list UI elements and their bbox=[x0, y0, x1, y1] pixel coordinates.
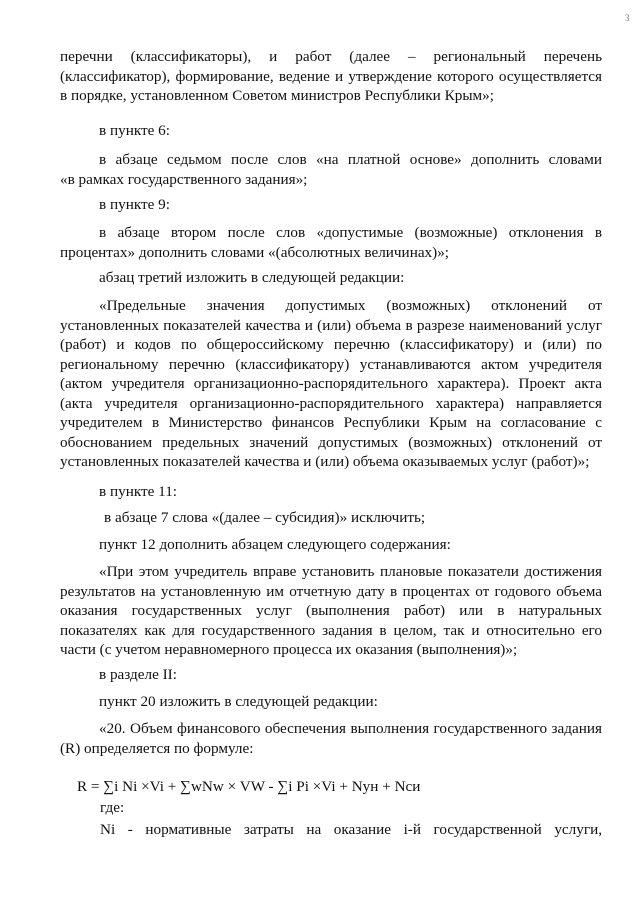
text-line: (актом учредителя организационно-распорядительного характера). Проект акта bbox=[60, 375, 602, 392]
text-line: «в рамках государственного задания»; bbox=[60, 170, 308, 188]
text-line: в пункте 9: bbox=[99, 196, 170, 213]
text-line: пункт 12 дополнить абзацем следующего содержания: bbox=[99, 536, 451, 553]
text-line: «При этом учредитель вправе установить плановые показатели достижения bbox=[99, 563, 602, 580]
paragraph-item-12 bbox=[60, 535, 602, 555]
paragraph-item-6 bbox=[60, 121, 602, 141]
paragraph-ni-definition bbox=[100, 820, 602, 840]
paragraph-item-20 bbox=[60, 692, 602, 712]
text-line: где: bbox=[100, 799, 125, 816]
text-line: обоснованием предельных значений допустимых (возможных) отклонений от bbox=[60, 433, 602, 451]
text-line: (работ) и кодов по общероссийскому перечню (классификатору) и (или) по bbox=[60, 336, 602, 353]
paragraph-deviations bbox=[60, 223, 602, 262]
text-line: Ni - нормативные затраты на оказание i-й государственной услуги, bbox=[100, 821, 602, 838]
text-line: части (с учетом неравномерного процесса их оказания (выполнения)»; bbox=[60, 641, 518, 658]
text-line: показателях как для государственного задания в целом, так и относительно его bbox=[60, 621, 602, 639]
text-line: региональному перечню (классификатору) устанавливаются актом учредителя bbox=[60, 355, 602, 373]
text-line: пункт 20 изложить в следующей редакции: bbox=[99, 693, 378, 710]
paragraph-item-9 bbox=[60, 195, 602, 215]
financing-formula: R = ∑i Ni ×Vi + ∑wNw × VW - ∑i Pi ×Vi + Nун + Nси bbox=[77, 778, 421, 795]
text-line: абзац третий изложить в следующей редакции: bbox=[99, 269, 405, 286]
paragraph-abzac-7 bbox=[60, 508, 602, 528]
text-line: в порядке, установленном Советом министров Республики Крым»; bbox=[60, 87, 494, 104]
text-line: учредителем в Министерство финансов Республики Крым на согласование с bbox=[60, 414, 602, 431]
paragraph-section-2 bbox=[60, 665, 602, 685]
text-line: процентах» дополнить словами «(абсолютных величинах)»; bbox=[60, 243, 450, 261]
text-line: «Предельные значения допустимых (возможных) отклонений от bbox=[99, 297, 602, 314]
text-line: перечни (классификаторы), и работ (далее – региональный перечень bbox=[60, 48, 602, 65]
paragraph-paid-basis bbox=[60, 150, 602, 189]
text-line: в разделе II: bbox=[99, 666, 177, 683]
paragraph-regional-list bbox=[60, 47, 602, 106]
text-line: в пункте 11: bbox=[99, 483, 178, 500]
text-line: (R) определяется по формуле: bbox=[60, 739, 254, 757]
text-line: в абзаце втором после слов «допустимые (возможные) отклонения в bbox=[99, 224, 602, 241]
paragraph-limit-values bbox=[60, 296, 602, 472]
paragraph-financing-volume bbox=[60, 719, 602, 758]
text-line: в абзаце 7 слова «(далее – субсидия)» исключить; bbox=[104, 509, 426, 526]
paragraph-item-11 bbox=[60, 482, 602, 502]
text-line: установленных показателей качества и (или) объема оказываемых услуг (работ)»; bbox=[60, 453, 590, 470]
text-line: результатов на установленную им отчетную дату в процентах от годового объема bbox=[60, 582, 602, 600]
text-line: оказания государственных услуг (выполнения работ) или в натуральных bbox=[60, 602, 602, 619]
text-line: в пункте 6: bbox=[99, 122, 170, 139]
text-line: в абзаце седьмом после слов «на платной основе» дополнить словами bbox=[99, 151, 602, 168]
text-line: (классификатор), формирование, ведение и утверждение которого осуществляется bbox=[60, 67, 602, 85]
page-mark: 3 bbox=[625, 13, 630, 23]
where-label bbox=[100, 798, 300, 818]
paragraph-third-abzac bbox=[60, 268, 602, 288]
text-line: (акта учредителя организационно-распорядительного характера) направляется bbox=[60, 394, 602, 412]
paragraph-planned-indicators bbox=[60, 562, 602, 660]
text-line: установленных показателей качества и (или) объема в разрезе наименований услуг bbox=[60, 316, 602, 334]
text-line: «20. Объем финансового обеспечения выполнения государственного задания bbox=[99, 720, 602, 737]
